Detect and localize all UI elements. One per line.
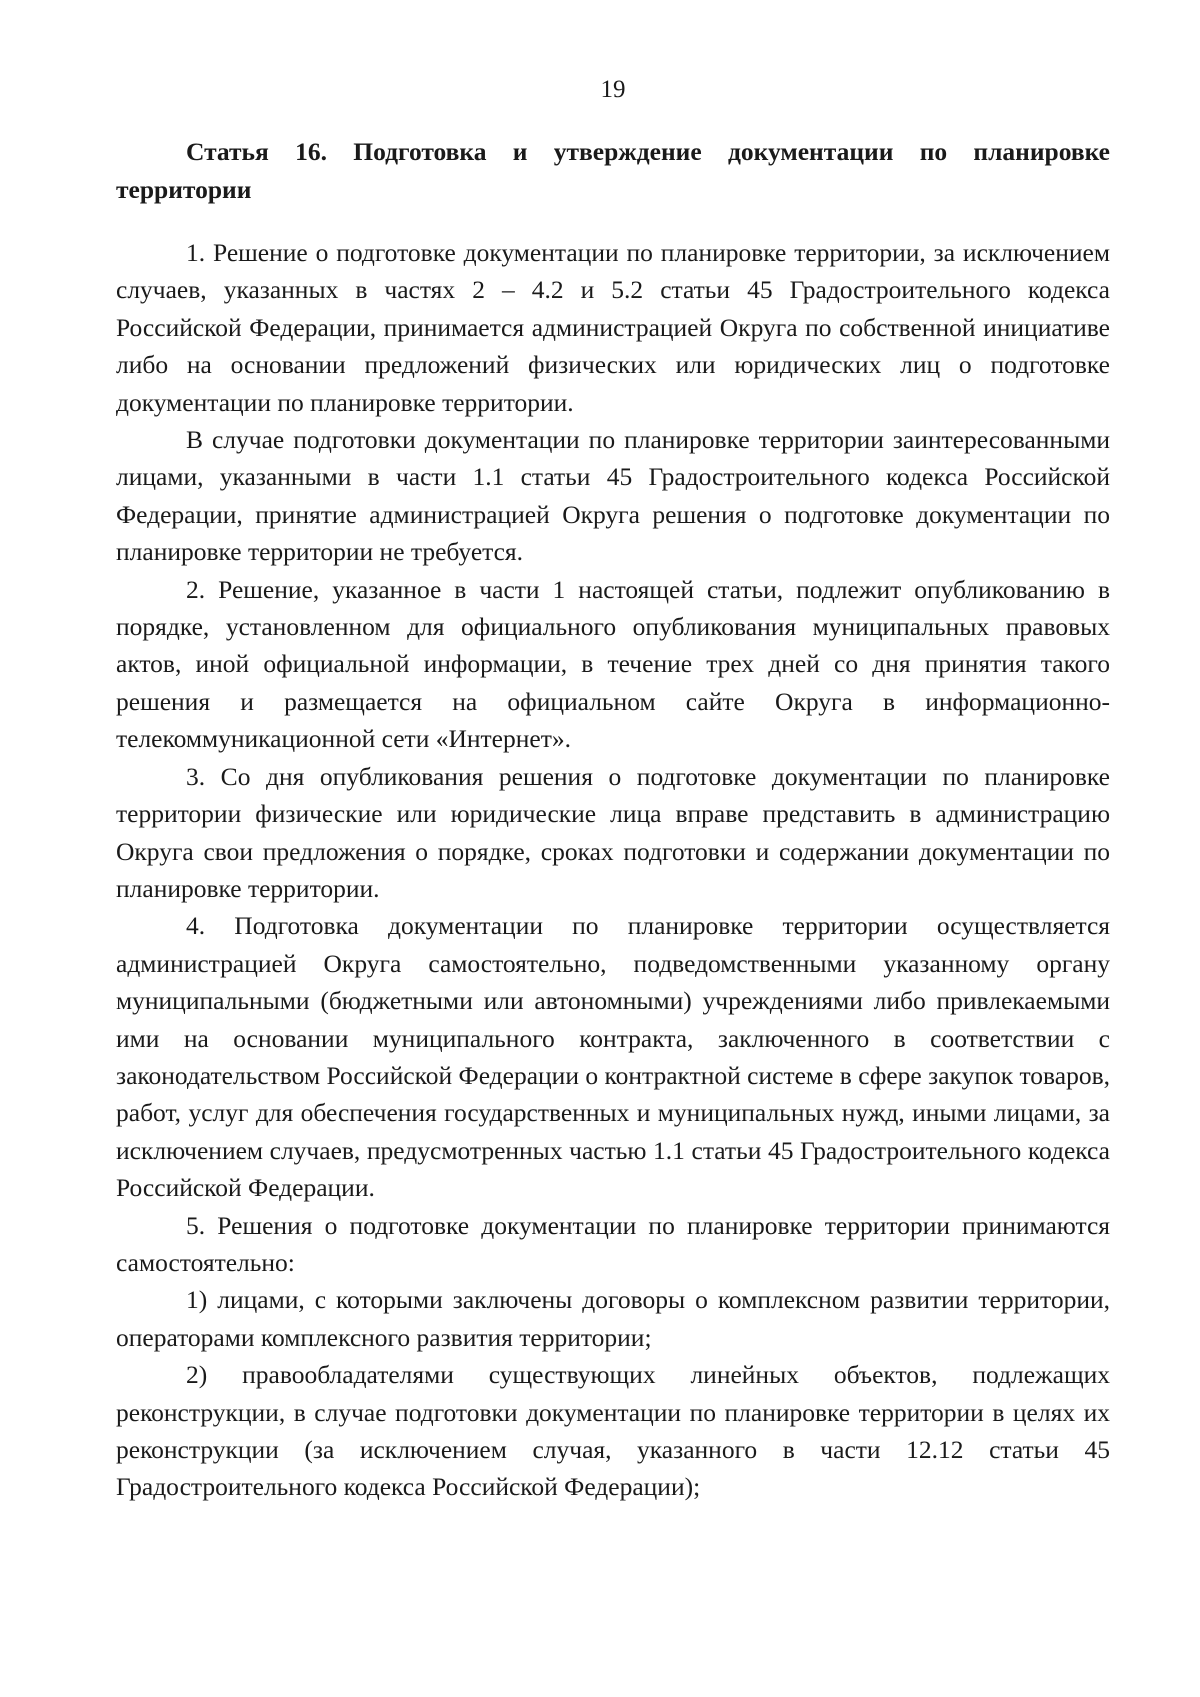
paragraph-part-2: 2. Решение, указанное в части 1 настоящей статьи, подлежит опубликованию в порядке, установленном для официального опубликования муниципальных правовых актов, иной официальной информации, в течение трех дней со дня принятия такого решения и размещается на официальном сайте Округа в информационно-телекоммуникационной сети «Интернет». [116,574,1110,754]
list-item-part-5-2: 2) правообладателями существующих линейных объектов, подлежащих реконструкции, в случае подготовки документации по планировке территории в целях их реконструкции (за исключением случая, указанного в части 12.12 статьи 45 Градостроительного кодекса Российской Федерации); [116,1360,1110,1502]
paragraph-part-4: 4. Подготовка документации по планировке территории осуществляется администрацией Округа самостоятельно, подведомственными указанному органу муниципальными (бюджетными или автономными) учреждениями либо привлекаемыми ими на основании муниципального контракта, заключенного в соответствии с законодательством Российской Федерации о контрактной системе в сфере закупок товаров, работ, услуг для обеспечения государственных и муниципальных нужд, иными лицами, за исключением случаев, предусмотренных частью 1.1 статьи 45 Градостроительного кодекса Российской Федерации. [116,911,1110,1203]
article-heading: Статья 16. Подготовка и утверждение документации по планировке территории [116,137,1110,204]
article-body [116,234,1110,1506]
paragraph-part-5: 5. Решения о подготовке документации по планировке территории принимаются самостоятельно: [116,1210,1110,1277]
paragraph-part-3: 3. Со дня опубликования решения о подготовке документации по планировке территории физические или юридические лица вправе представить в администрацию Округа свои предложения о порядке, сроках подготовки и содержании документации по планировке территории. [116,761,1110,903]
paragraph-part-1-exception: В случае подготовки документации по планировке территории заинтересованными лицами, указанными в части 1.1 статьи 45 Градостроительного кодекса Российской Федерации, принятие администрацией Округа решения о подготовке документации по планировке территории не требуется. [116,425,1110,567]
page-number: 19 [600,76,626,103]
paragraph-part-1: 1. Решение о подготовке документации по планировке территории, за исключением случаев, указанных в частях 2 – 4.2 и 5.2 статьи 45 Градостроительного кодекса Российской Федерации, принимается администрацией Округа по собственной инициативе либо на основании предложений физических или юридических лиц о подготовке документации по планировке территории. [116,238,1110,417]
list-item-part-5-1: 1) лицами, с которыми заключены договоры о комплексном развитии территории, операторами комплексного развития территории; [116,1285,1110,1352]
